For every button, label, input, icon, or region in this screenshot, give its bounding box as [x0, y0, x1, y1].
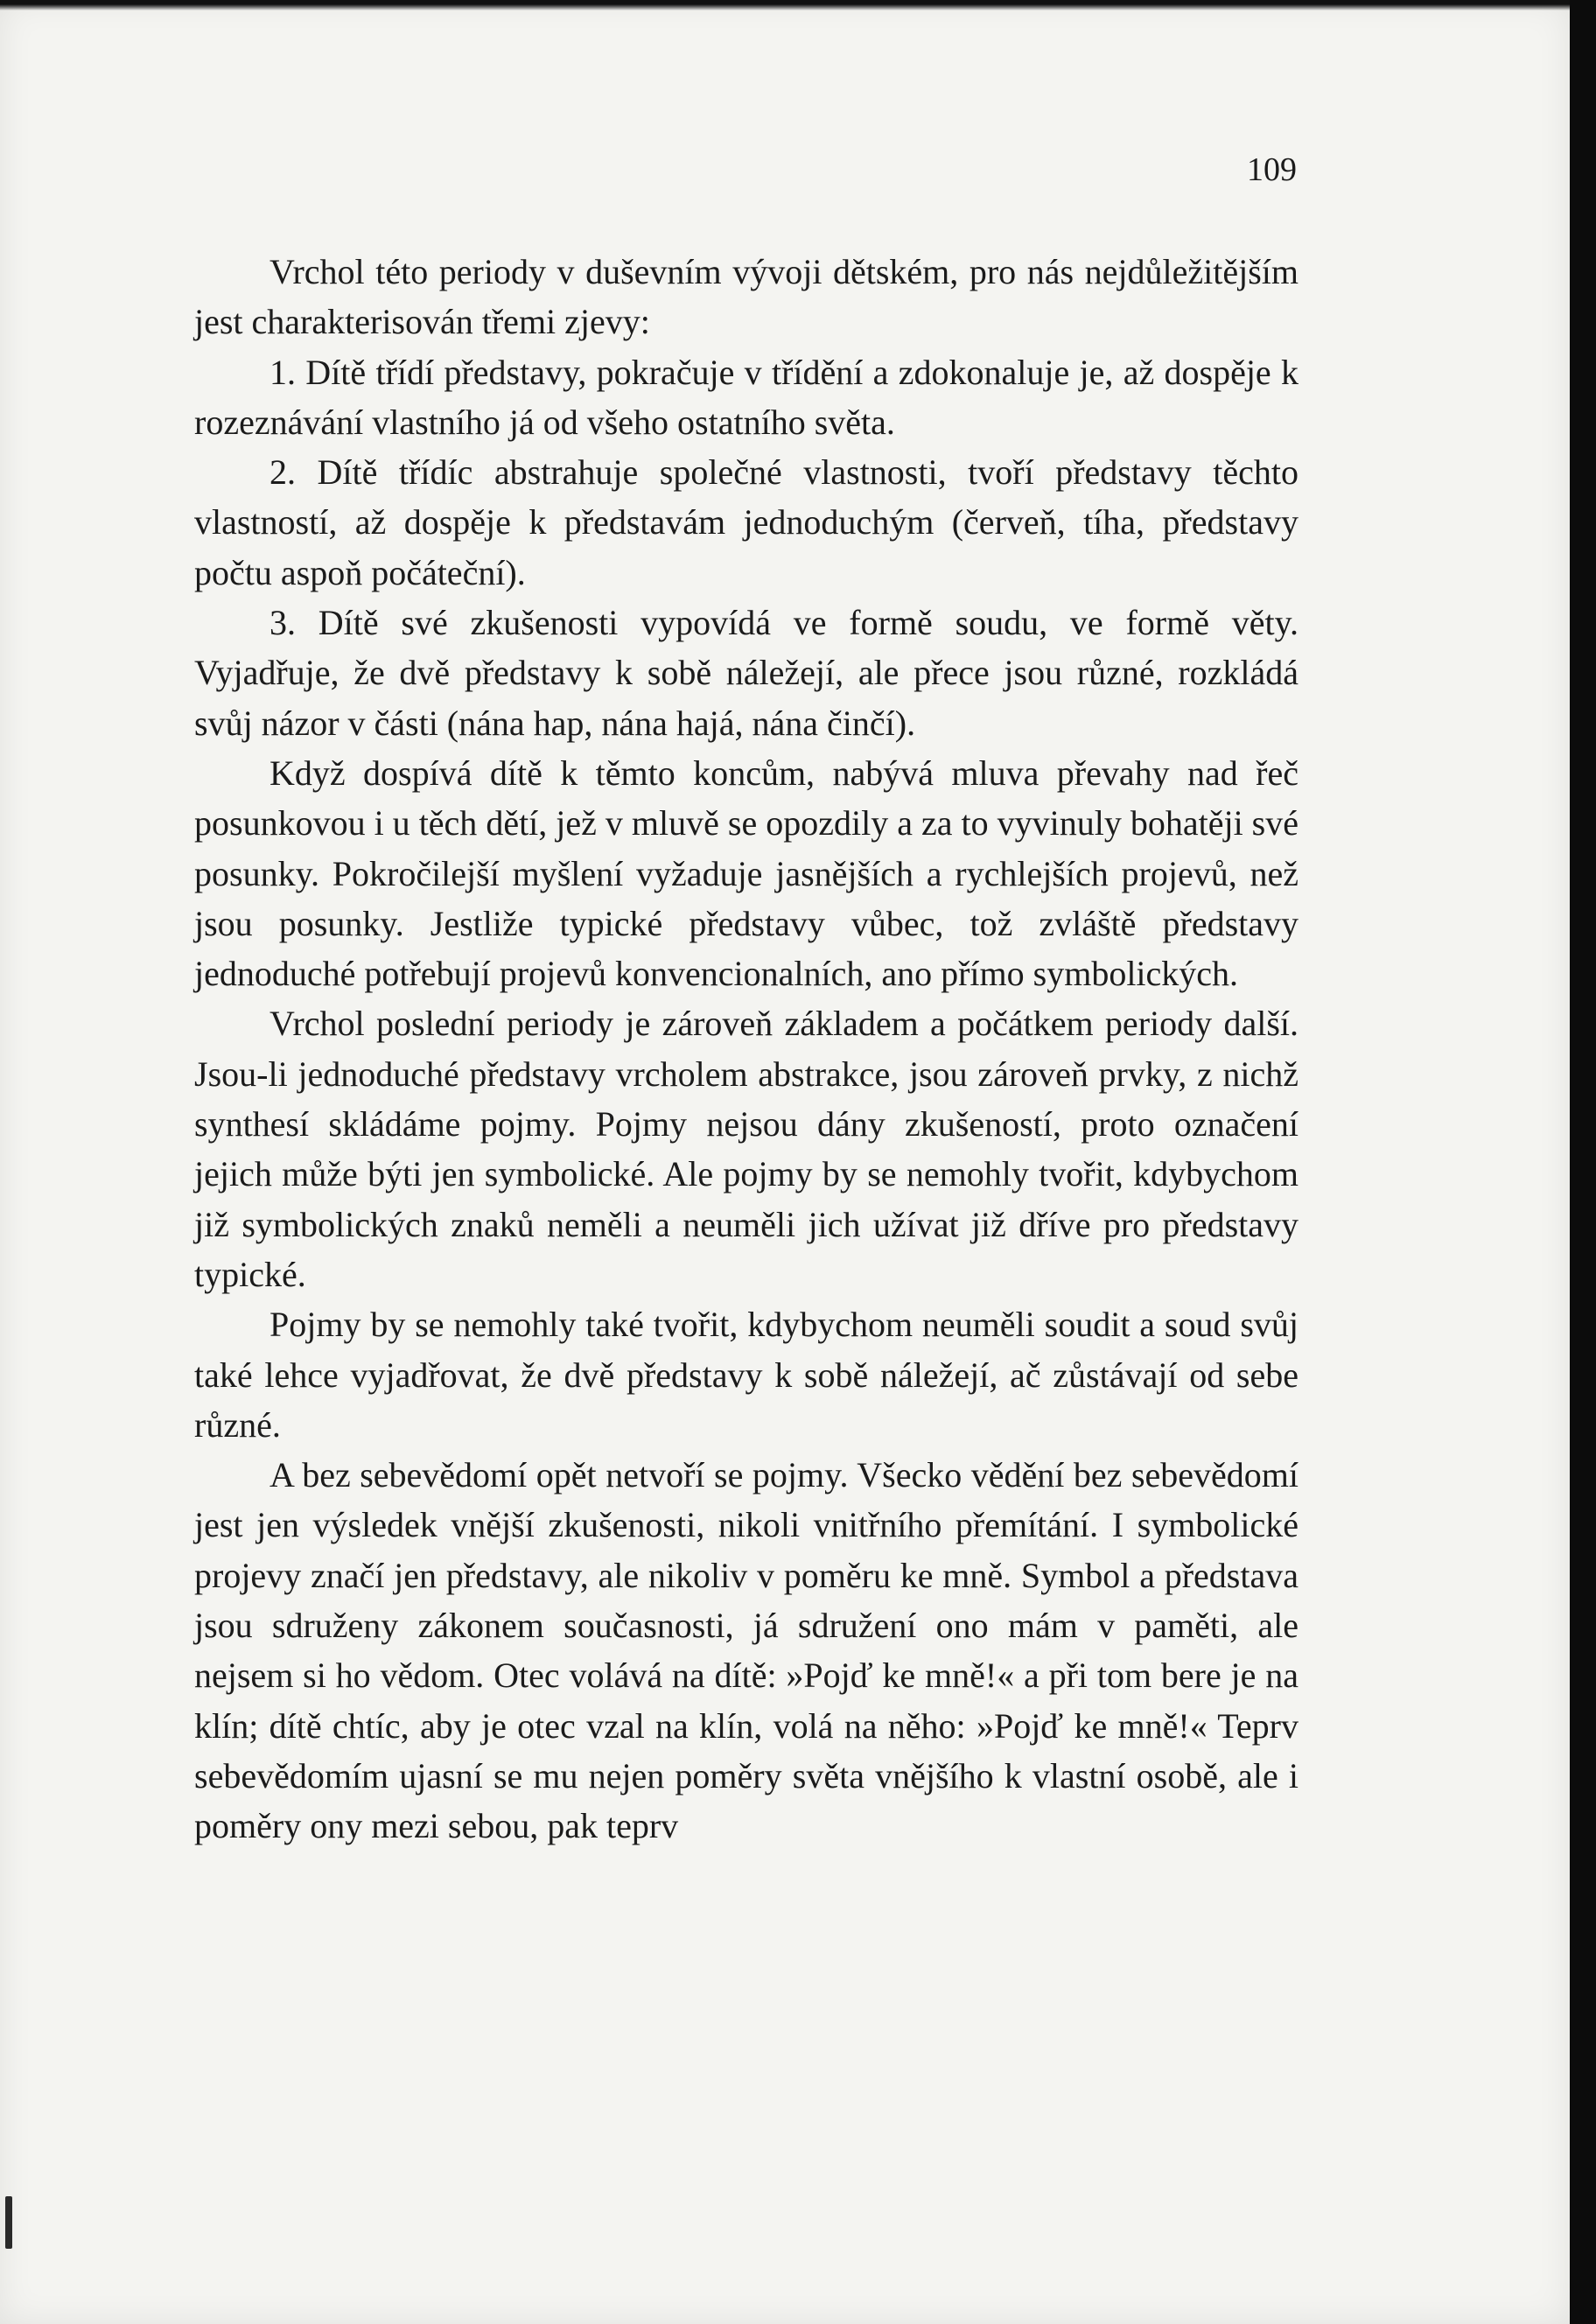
paragraph-point-2: 2. Dítě třídíc abstrahuje společné vlastnosti, tvoří představy těchto vlastností, až dospěje k představám jednoduchým (červeň, tíha, představy počtu aspoň počáteční).: [194, 452, 1298, 592]
paragraph-speech: Když dospívá dítě k těmto koncům, nabývá mluva převahy nad řeč posunkovou i u těch dětí, jež v mluvě se opozdily a za to vyvinuly bohatěji své posunky. Pokročilejší myšlení vyžaduje jasnějších a rychlejších projevů, než jsou posunky. Jestliže typické představy vůbec, tož zvláště představy jednoduché potřebují projevů konvencionalních, ano přímo symbolických.: [194, 752, 1298, 994]
paragraph-intro: Vrchol této periody v duševním vývoji dětském, pro nás nejdůležitějším jest charakterisován třemi zjevy:: [194, 252, 1298, 342]
scan-left-mark: [5, 2196, 12, 2249]
paragraph-judgment: Pojmy by se nemohly také tvořit, kdybychom neuměli soudit a soud svůj také lehce vyjadřovat, že dvě představy k sobě náležejí, ač zůstávají od sebe různé.: [194, 1305, 1298, 1445]
paragraph-point-1: 1. Dítě třídí představy, pokračuje v třídění a zdokonaluje je, až dospěje k rozeznávání vlastního já od všeho ostatního světa.: [194, 352, 1298, 442]
paragraph-concepts: Vrchol poslední periody je zároveň základem a počátkem periody další. Jsou-li jednoduché představy vrcholem abstrakce, jsou zároveň prvky, z nichž synthesí skládáme pojmy. Pojmy nejsou dány zkušeností, proto označení jejich může býti jen symbolické. Ale pojmy by se nemohly tvořit, kdybychom již symbolických znaků neměli a neuměli jich užívat již dříve pro představy typické.: [194, 1004, 1298, 1294]
page-number: 109: [1247, 151, 1297, 188]
scan-top-edge: [0, 0, 1596, 10]
page-number-container: [1247, 150, 1299, 189]
scan-right-edge: [1570, 0, 1596, 2324]
paragraph-point-3: 3. Dítě své zkušenosti vypovídá ve formě soudu, ve formě věty. Vyjadřuje, že dvě představy k sobě náležejí, ale přece jsou různé, rozkládá svůj názor v části (nána hap, nána hajá, nána činčí).: [194, 603, 1298, 743]
body-text: [194, 247, 1298, 1852]
paragraph-self-awareness: A bez sebevědomí opět netvoří se pojmy. Všecko vědění bez sebevědomí jest jen výsledek vnější zkušenosti, nikoli vnitřního přemítání. I symbolické projevy značí jen představy, ale nikoliv v poměru ke mně. Symbol a představa jsou sdruženy zákonem současnosti, já sdružení ono mám v paměti, ale nejsem si ho vědom. Otec volává na dítě: »Pojď ke mně!« a při tom bere je na klín; dítě chtíc, aby je otec vzal na klín, volá na něho: »Pojď ke mně!« Teprv sebevědomím ujasní se mu nejen poměry světa vnějšího k vlastní osobě, ale i poměry ony mezi sebou, pak teprv: [194, 1455, 1298, 1846]
